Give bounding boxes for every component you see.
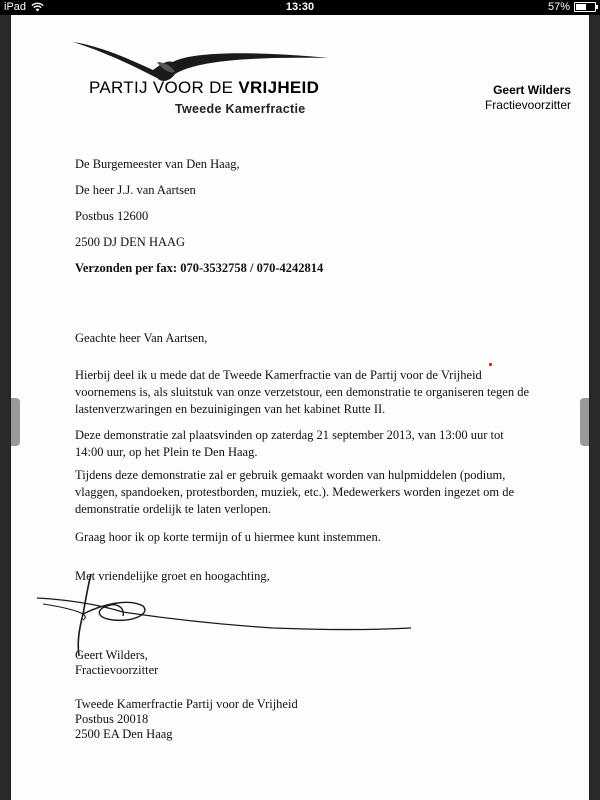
device-label: iPad	[4, 1, 27, 13]
paragraph-2: Deze demonstratie zal plaatsvinden op zaterdag 21 september 2013, van 13:00 uur tot 14:00 uur, op het Plein te Den Haag.	[75, 428, 504, 459]
party-subtitle: Tweede Kamerfractie	[175, 102, 306, 116]
recipient-line-1: De Burgemeester van Den Haag,	[75, 157, 240, 171]
signer-block	[75, 648, 158, 678]
battery-fill	[576, 4, 586, 10]
signer-title: Fractievoorzitter	[75, 663, 159, 677]
footer-line-2: Postbus 20018	[75, 712, 149, 726]
battery-percent: 57%	[547, 1, 570, 13]
fax-line: Verzonden per fax: 070-3532758 / 070-4242814	[75, 261, 324, 275]
red-dot-mark	[489, 363, 492, 366]
letter-page[interactable]	[11, 15, 589, 800]
sender-block	[485, 83, 571, 113]
paragraph-4: Graag hoor ik op korte termijn of u hiermee kunt instemmen.	[75, 530, 381, 544]
recipient-line-2: De heer J.J. van Aartsen	[75, 183, 196, 197]
status-time: 13:30	[285, 1, 315, 13]
battery-icon	[574, 2, 596, 12]
closing: Met vriendelijke groet en hoogachting,	[75, 569, 270, 583]
paragraph-1: Hierbij deel ik u mede dat de Tweede Kamerfractie van de Partij voor de Vrijheid voornemens is, als sluitstuk van onze verzetstour, een demonstratie te organiseren tegen de lastenverzwaringen en bezuinigingen van het kabinet Rutte II.	[75, 368, 529, 416]
signer-name: Geert Wilders,	[75, 648, 148, 662]
salutation: Geachte heer Van Aartsen,	[75, 331, 208, 345]
party-name-bold: VRIJHEID	[238, 78, 320, 97]
sender-name: Geert Wilders	[493, 83, 571, 97]
handwritten-signature	[33, 570, 413, 660]
next-page-tab[interactable]	[580, 398, 589, 446]
party-name-prefix: PARTIJ VOOR DE	[89, 78, 239, 97]
party-name	[89, 78, 319, 98]
recipient-line-4: 2500 DJ DEN HAAG	[75, 235, 186, 249]
status-bar	[0, 0, 600, 15]
previous-page-tab[interactable]	[11, 398, 20, 446]
sender-title: Fractievoorzitter	[484, 98, 571, 112]
footer-line-3: 2500 EA Den Haag	[75, 727, 173, 741]
status-right	[548, 1, 596, 13]
footer-line-1: Tweede Kamerfractie Partij voor de Vrijheid	[75, 697, 298, 711]
recipient-line-3: Postbus 12600	[75, 209, 149, 223]
paragraph-3: Tijdens deze demonstratie zal er gebruik gemaakt worden van hulpmiddelen (podium, vlaggen, spandoeken, protestborden, muziek, etc.). Medewerkers worden ingezet om de demonstratie ordelijk te laten verlopen.	[75, 468, 515, 516]
footer-address	[75, 697, 298, 742]
